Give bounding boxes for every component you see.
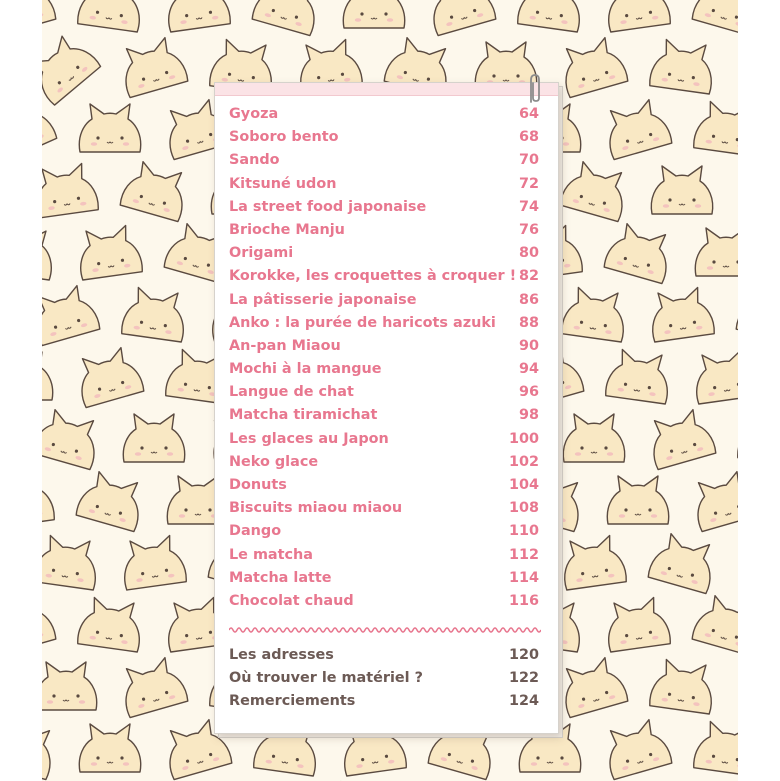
toc-entry-page-number: 102 xyxy=(508,453,539,470)
toc-entry-title: La pâtisserie japonaise xyxy=(229,291,417,308)
cat-face-icon xyxy=(607,476,668,524)
cat-face-icon xyxy=(116,35,188,98)
cat-face-icon xyxy=(604,221,676,284)
toc-entry-title: An-pan Miaou xyxy=(229,337,341,354)
toc-entry[interactable] xyxy=(229,222,539,245)
toc-entry-page-number: 90 xyxy=(518,337,539,354)
cat-face-icon xyxy=(692,0,738,36)
cat-face-icon xyxy=(79,104,140,152)
cat-face-icon xyxy=(79,724,140,772)
cat-face-icon xyxy=(560,159,632,222)
toc-entry[interactable] xyxy=(229,454,539,477)
cat-face-icon xyxy=(559,534,627,590)
toc-entry-page-number: 68 xyxy=(518,129,539,146)
toc-entry-title: Matcha latte xyxy=(229,569,332,586)
toc-entry[interactable] xyxy=(229,570,539,593)
toc-entry-page-number: 112 xyxy=(508,546,539,563)
toc-entry-title: Remerciements xyxy=(229,693,356,710)
cat-face-icon xyxy=(651,166,712,214)
cat-face-icon xyxy=(343,0,404,28)
cat-face-icon xyxy=(163,0,231,32)
toc-entry-page-number: 96 xyxy=(518,384,539,401)
cat-face-icon xyxy=(76,469,148,532)
toc-entry-title: Dango xyxy=(229,523,282,540)
toc-entry-title: Mochi à la mangue xyxy=(229,361,382,378)
cat-face-icon xyxy=(556,655,628,718)
toc-entry-title: Langue de chat xyxy=(229,384,354,401)
cat-face-icon xyxy=(72,345,144,408)
toc-entry-title: Matcha tiramichat xyxy=(229,407,378,424)
toc-entry-title: Anko : la purée de haricots azuki xyxy=(229,314,496,331)
toc-entry-title: Où trouver le matériel ? xyxy=(229,670,423,687)
appendix-list xyxy=(229,647,539,717)
toc-entry[interactable] xyxy=(229,268,539,291)
toc-entry-page-number: 120 xyxy=(508,647,539,663)
toc-entry-page-number: 110 xyxy=(508,523,539,540)
card-top-band xyxy=(215,83,558,96)
toc-entry-title: Chocolat chaud xyxy=(229,592,354,609)
cat-face-icon xyxy=(603,0,671,32)
cat-face-icon xyxy=(695,228,738,276)
cat-face-icon xyxy=(605,348,673,404)
cat-face-icon xyxy=(42,162,99,218)
toc-entry[interactable] xyxy=(229,106,539,129)
toc-entry-page-number: 64 xyxy=(518,106,539,122)
cat-face-icon xyxy=(42,29,101,105)
toc-entry-title: Le matcha xyxy=(229,546,314,563)
toc-entry-page-number: 98 xyxy=(518,407,539,424)
cat-face-icon xyxy=(75,224,143,280)
toc-entry-title: Les glaces au Japon xyxy=(229,430,389,447)
cat-face-icon xyxy=(42,352,53,400)
toc-entry-page-number: 72 xyxy=(518,175,539,192)
cat-face-icon xyxy=(42,593,56,656)
toc-entry-page-number: 88 xyxy=(518,314,539,331)
cat-face-icon xyxy=(692,593,738,656)
toc-entry[interactable] xyxy=(229,245,539,268)
cat-face-icon xyxy=(561,286,629,342)
cat-face-icon xyxy=(649,658,717,714)
cat-face-icon xyxy=(600,97,672,160)
toc-entry-page-number: 100 xyxy=(508,430,539,447)
table-of-contents xyxy=(229,106,539,616)
toc-entry[interactable] xyxy=(229,647,539,670)
toc-entry[interactable] xyxy=(229,477,539,500)
toc-entry[interactable] xyxy=(229,547,539,570)
cat-face-icon xyxy=(119,534,187,590)
toc-entry[interactable] xyxy=(229,693,539,716)
toc-entry[interactable] xyxy=(229,176,539,199)
cat-face-icon xyxy=(736,283,738,346)
cat-face-icon xyxy=(123,414,184,462)
toc-entry-page-number: 70 xyxy=(518,152,539,169)
toc-entry-title: Kitsuné udon xyxy=(229,175,337,192)
cat-face-icon xyxy=(647,286,715,342)
cat-face-icon xyxy=(42,224,57,280)
toc-entry-page-number: 76 xyxy=(518,221,539,238)
cat-face-icon xyxy=(735,38,738,94)
wavy-divider xyxy=(229,625,541,635)
cat-face-icon xyxy=(42,0,56,36)
toc-entry-page-number: 94 xyxy=(518,361,539,378)
toc-entry[interactable] xyxy=(229,338,539,361)
toc-entry-title: La street food japonaise xyxy=(229,198,427,215)
toc-entry-page-number: 82 xyxy=(518,268,539,285)
toc-entry-page-number: 104 xyxy=(508,477,539,493)
cat-face-icon xyxy=(649,38,717,94)
cat-face-icon xyxy=(120,159,192,222)
toc-entry-title: Soboro bento xyxy=(229,129,339,146)
cat-face-icon xyxy=(77,596,145,652)
toc-entry[interactable] xyxy=(229,361,539,384)
cat-face-icon xyxy=(693,720,738,776)
cat-face-icon xyxy=(737,410,738,466)
toc-entry-page-number: 74 xyxy=(518,198,539,215)
toc-entry-page-number: 116 xyxy=(508,592,539,609)
toc-entry-page-number: 122 xyxy=(508,670,539,687)
cat-face-icon xyxy=(603,596,671,652)
toc-entry-title: Biscuits miaou miaou xyxy=(229,500,403,517)
cat-face-icon xyxy=(42,407,104,470)
cat-face-icon xyxy=(644,407,716,470)
cat-face-icon xyxy=(77,0,145,32)
cat-face-icon xyxy=(116,655,188,718)
toc-entry[interactable] xyxy=(229,593,539,616)
toc-entry[interactable] xyxy=(229,129,539,152)
toc-entry[interactable] xyxy=(229,500,539,523)
cat-face-icon xyxy=(42,717,60,780)
toc-entry[interactable] xyxy=(229,407,539,430)
cat-face-icon xyxy=(691,348,738,404)
toc-entry-page-number: 114 xyxy=(508,569,539,586)
cat-face-icon xyxy=(42,534,101,590)
cat-face-icon xyxy=(42,472,55,528)
toc-entry-title: Sando xyxy=(229,152,280,169)
toc-entry[interactable] xyxy=(229,670,539,693)
cat-face-icon xyxy=(563,414,624,462)
cat-face-icon xyxy=(600,717,672,780)
toc-entry-title: Donuts xyxy=(229,477,287,493)
toc-entry[interactable] xyxy=(229,292,539,315)
toc-entry-page-number: 108 xyxy=(508,500,539,517)
cat-face-icon xyxy=(121,286,189,342)
toc-entry[interactable] xyxy=(229,523,539,546)
toc-entry-page-number: 80 xyxy=(518,245,539,262)
toc-entry[interactable] xyxy=(229,315,539,338)
cat-face-icon xyxy=(252,0,324,36)
paperclip-icon xyxy=(525,72,545,106)
cat-face-icon xyxy=(732,159,738,222)
toc-entry[interactable] xyxy=(229,431,539,454)
cat-face-icon xyxy=(42,283,100,346)
toc-entry-title: Les adresses xyxy=(229,647,334,663)
toc-entry-title: Origami xyxy=(229,245,294,262)
toc-entry-title: Gyoza xyxy=(229,106,279,122)
cat-face-icon xyxy=(556,35,628,98)
cat-face-icon xyxy=(693,100,738,156)
cat-face-icon xyxy=(735,658,738,714)
toc-entry-title: Brioche Manju xyxy=(229,221,345,238)
toc-entry[interactable] xyxy=(229,152,539,175)
toc-entry-page-number: 124 xyxy=(508,693,539,710)
toc-entry[interactable] xyxy=(229,199,539,222)
cat-face-icon xyxy=(424,0,496,36)
toc-entry-title: Neko glace xyxy=(229,453,319,470)
cat-face-icon xyxy=(688,469,738,532)
cat-face-icon xyxy=(42,662,97,710)
toc-entry-title: Korokke, les croquettes à croquer ! xyxy=(229,268,517,285)
cat-face-icon xyxy=(517,0,585,32)
toc-entry[interactable] xyxy=(229,384,539,407)
toc-entry-page-number: 86 xyxy=(518,291,539,308)
cat-face-icon xyxy=(648,531,720,594)
